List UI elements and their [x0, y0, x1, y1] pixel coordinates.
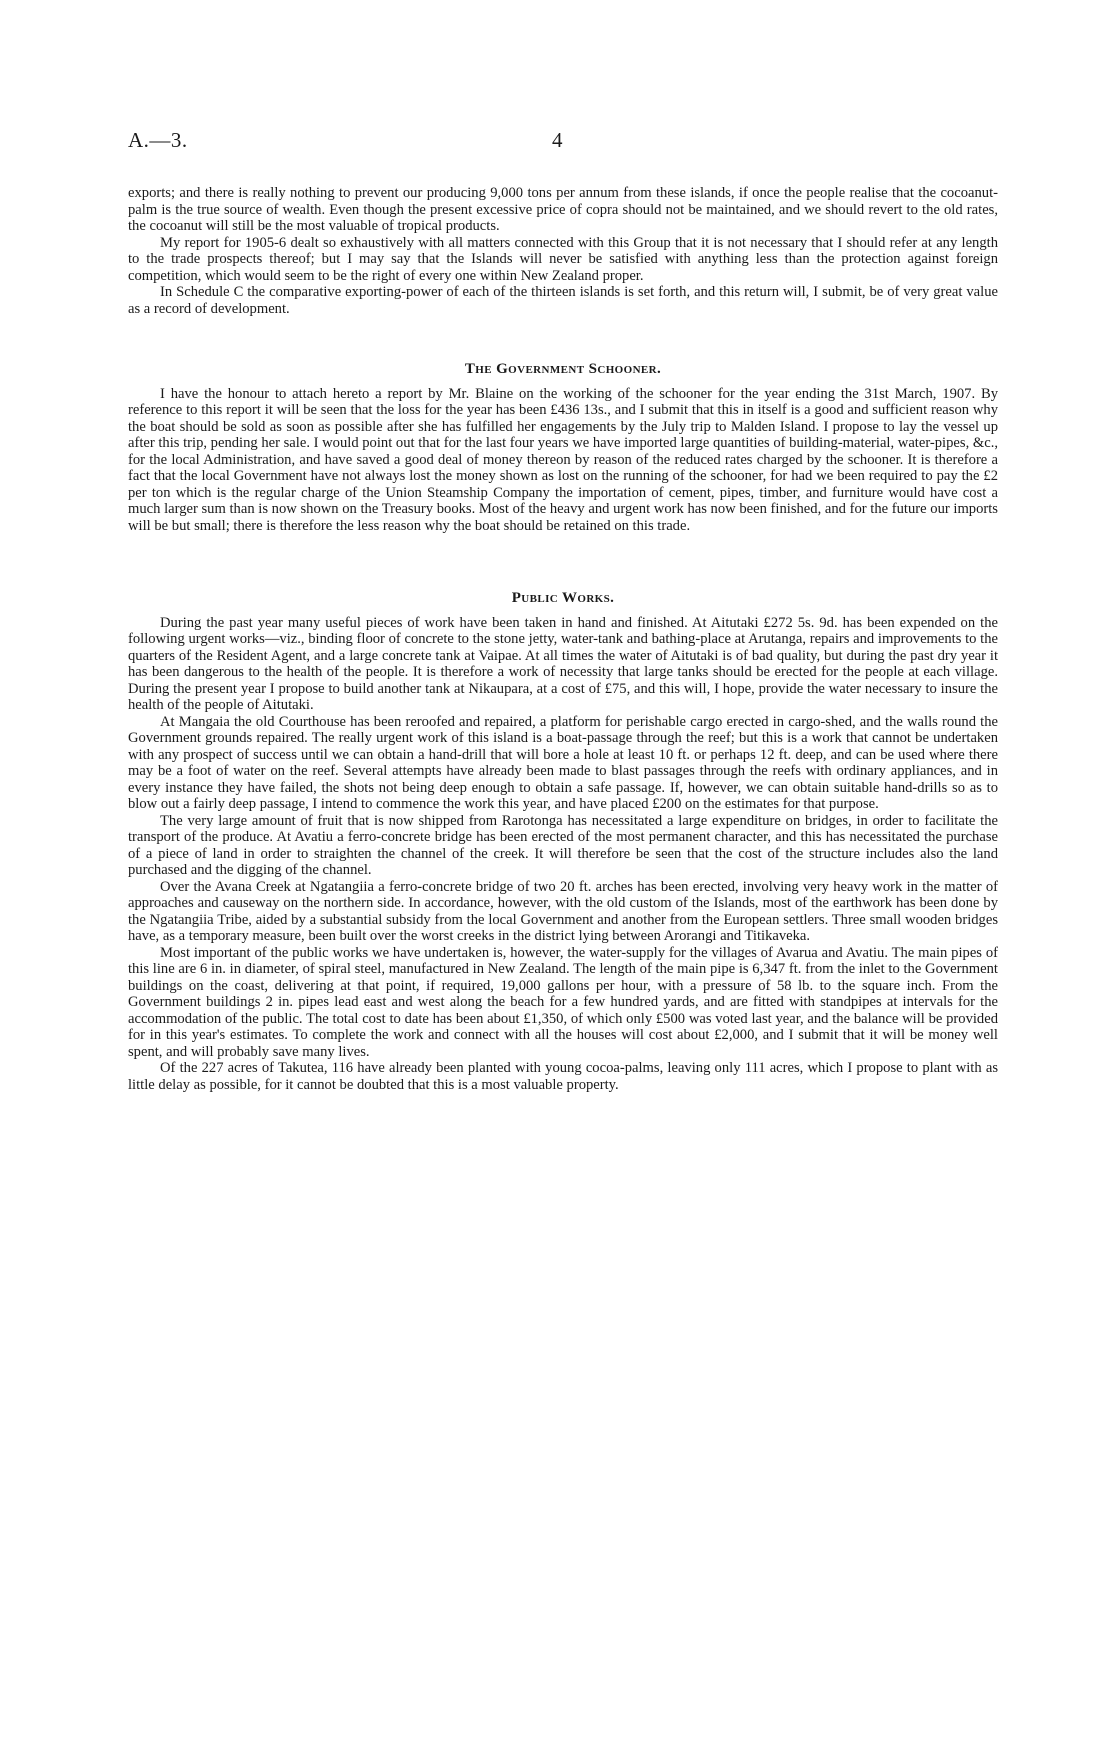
public-works-paragraph-2: At Mangaia the old Courthouse has been reroofed and repaired, a platform for perishable cargo erected in cargo-shed, and the walls round the Government grounds repaired. The really urgent work of this island is a boat-passage through the reef; but this is a work that cannot be undertaken with any prospect of success until we can obtain a hand-drill that will bore a hole at least 10 ft. or perhaps 12 ft. deep, and can be used where there may be a foot of water on the reef. Several attempts have already been made to blast passages through the reefs with ordinary appliances, and in every instance they have failed, the shots not being deep enough to obtain a safe passage. If, however, we can obtain suitable hand-drills so as to blow out a fairly deep passage, I intend to commence the work this year, and have placed £200 on the estimates for that purpose. [128, 713, 998, 812]
public-works-paragraph-6: Of the 227 acres of Takutea, 116 have already been planted with young cocoa-palms, leaving only 111 acres, which I propose to plant with as little delay as possible, for it cannot be doubted that this is a most valuable property. [128, 1060, 998, 1093]
schooner-paragraph-1: I have the honour to attach hereto a report by Mr. Blaine on the working of the schooner for the year ending the 31st March, 1907. By reference to this report it will be seen that the loss for the year has been £436 13s., and I submit that this in itself is a good and sufficient reason why the boat should be sold as soon as possible after she has fulfilled her engagements by the July trip to Malden Island. I propose to lay the vessel up after this trip, pending her sale. I would point out that for the last four years we have imported large quantities of building-material, water-pipes, &c., for the local Administration, and have saved a good deal of money thereon by reason of the reduced rates charged by the schooner. It is therefore a fact that the local Government have not always lost the money shown as lost on the running of the schooner, for had we been required to pay the £2 per ton which is the regular charge of the Union Steamship Company the importation of cement, pipes, timber, and furniture would have cost a much larger sum than is now shown on the Treasury books. Most of the heavy and urgent work has now been finished, and for the future our imports will be but small; there is therefore the less reason why the boat should be retained on this trade. [128, 385, 998, 534]
intro-paragraph-3: In Schedule C the comparative exporting-power of each of the thirteen islands is set forth, and this return will, I submit, be of very great value as a record of development. [128, 284, 998, 317]
intro-paragraph-2: My report for 1905-6 dealt so exhaustively with all matters connected with this Group that it is not necessary that I should refer at any length to the trade prospects thereof; but I may say that the Islands will never be satisfied with anything less than the protection against foreign competition, which would seem to be the right of every one within New Zealand proper. [128, 234, 998, 284]
parliamentary-paper-number: A.—3. [128, 128, 188, 152]
section-heading-public-works: Public Works. [511, 590, 615, 606]
public-works-paragraph-5: Most important of the public works we have undertaken is, however, the water-supply for the villages of Avarua and Avatiu. The main pipes of this line are 6 in. in diameter, of spiral steel, manufactured in New Zealand. The length of the main pipe is 6,347 ft. from the inlet to the Government buildings on the coast, delivering at that point, if required, 19,000 gallons per hour, with a pressure of 58 lb. to the square inch. From the Government buildings 2 in. pipes lead east and west along the beach for a few hundred yards, and are fitted with standpipes at intervals for the accommodation of the public. The total cost to date has been about £1,350, of which only £500 was voted last year, and the balance will be provided for in this year's estimates. To complete the work and connect with all the houses will cost about £2,000, and I submit that it will be money well spent, and will probably save many lives. [128, 944, 998, 1060]
page-header [128, 128, 998, 158]
public-works-paragraph-4: Over the Avana Creek at Ngatangiia a ferro-concrete bridge of two 20 ft. arches has been erected, involving very heavy work in the matter of approaches and causeway on the northern side. In accordance, however, with the old custom of the Islands, most of the earthwork has been done by the Ngatangiia Tribe, aided by a substantial subsidy from the local Government and another from the European settlers. Three small wooden bridges have, as a temporary measure, been built over the worst creeks in the district lying between Arorangi and Titikaveka. [128, 878, 998, 944]
section-heading-government-schooner: The Government Schooner. [464, 361, 662, 377]
page-body [128, 185, 998, 1093]
public-works-paragraph-1: During the past year many useful pieces of work have been taken in hand and finished. At Aitutaki £272 5s. 9d. has been expended on the following urgent works—viz., binding floor of concrete to the stone jetty, water-tank and bathing-place at Arutanga, repairs and improvements to the quarters of the Resident Agent, and a large concrete tank at Vaipae. At all times the water of Aitutaki is of bad quality, but during the past dry year it has been dangerous to the health of the people. It is therefore a work of necessity that large tanks should be erected for the people at each village. During the present year I propose to build another tank at Nikaupara, at a cost of £75, and this will, I hope, provide the water necessary to insure the health of the people of Aitutaki. [128, 614, 998, 713]
page-number: 4 [552, 128, 563, 152]
public-works-paragraph-3: The very large amount of fruit that is now shipped from Rarotonga has necessitated a large expenditure on bridges, in order to facilitate the transport of the produce. At Avatiu a ferro-concrete bridge has been erected of the most permanent character, and this has necessitated the purchase of a piece of land in order to straighten the channel of the creek. It will therefore be seen that the cost of the structure includes also the land purchased and the digging of the channel. [128, 812, 998, 878]
intro-paragraph-1: exports; and there is really nothing to prevent our producing 9,000 tons per annum from these islands, if once the people realise that the cocoanut-palm is the true source of wealth. Even though the present excessive price of copra should not be maintained, and we should revert to the old rates, the cocoanut will still be the most valuable of tropical products. [128, 185, 998, 234]
